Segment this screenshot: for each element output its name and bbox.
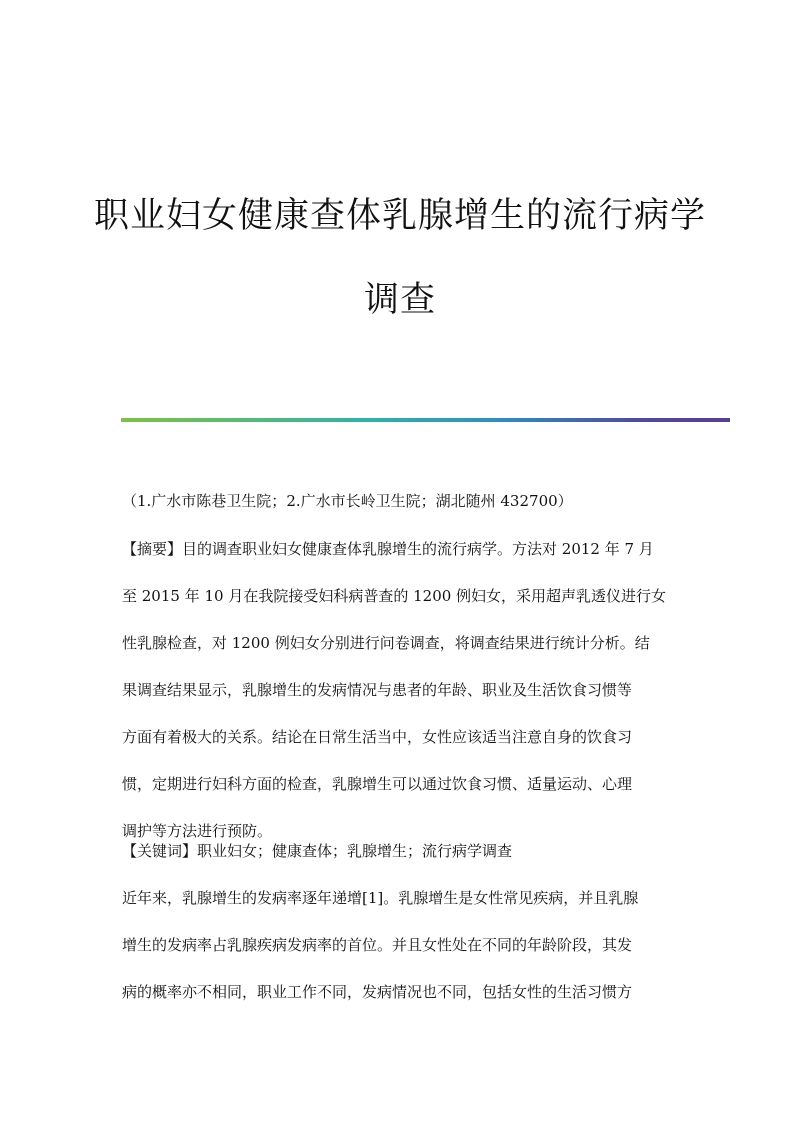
abstract-line: 至 2015 年 10 月在我院接受妇科病普查的 1200 例妇女，采用超声乳透仪进行女 (122, 587, 667, 605)
intro-line: 增生的发病率占乳腺疾病发病率的首位。并且女性处在不同的年龄阶段，其发 (122, 936, 633, 954)
paper-title-line-2: 调查 (363, 280, 436, 320)
abstract-line: 性乳腺检查，对 1200 例妇女分别进行问卷调查，将调查结果进行统计分析。结 (122, 634, 650, 652)
intro-line: 病的概率亦不相同，职业工作不同，发病情况也不同，包括女性的生活习惯方 (122, 983, 633, 1001)
intro-line: 近年来，乳腺增生的发病率逐年递增[1]。乳腺增生是女性常见疾病，并且乳腺 (122, 889, 639, 907)
abstract-line: 惯，定期进行妇科方面的检查，乳腺增生可以通过饮食习惯、适量运动、心理 (122, 775, 633, 793)
gradient-divider (121, 418, 730, 422)
abstract-line: 方面有着极大的关系。结论在日常生活当中，女性应该适当注意自身的饮食习 (122, 728, 633, 746)
paper-title-line-1: 职业妇女健康查体乳腺增生的流行病学 (93, 196, 706, 236)
abstract-line: 果调查结果显示，乳腺增生的发病情况与患者的年龄、职业及生活饮食习惯等 (122, 681, 633, 699)
affiliation: （1.广水市陈巷卫生院；2.广水市长岭卫生院；湖北随州 432700） (122, 492, 573, 510)
abstract-line: 【摘要】目的调查职业妇女健康查体乳腺增生的流行病学。方法对 2012 年 7 月 (122, 540, 654, 558)
intro-paragraph (122, 891, 682, 1000)
abstract (122, 542, 682, 839)
abstract-line: 调护等方法进行预防。 (122, 822, 273, 840)
keywords: 【关键词】职业妇女；健康查体；乳腺增生；流行病学调查 (122, 842, 513, 860)
